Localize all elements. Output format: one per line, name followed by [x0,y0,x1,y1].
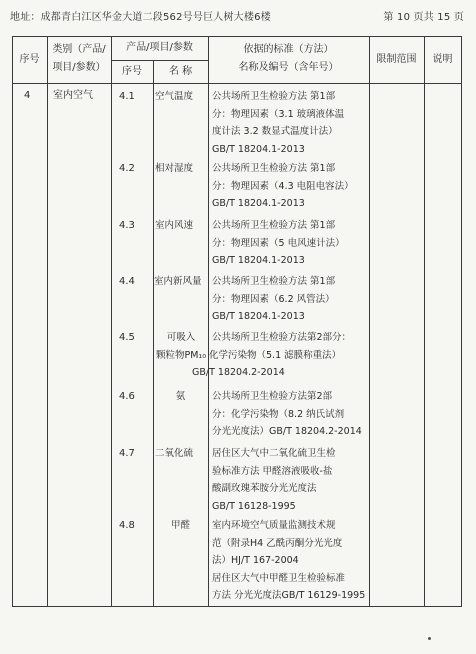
row-no: 4.5 [119,332,135,343]
address-line: 地址：成都青白江区华金大道二段562号号巨人树大楼6楼 [10,12,271,23]
row-no: 4.1 [119,91,135,102]
standards-table [12,36,462,607]
header-name: 名 称 [168,66,193,77]
row-name: 相对湿度 [155,163,194,174]
row-name: 二氧化硫 [155,448,194,459]
header-split-line [111,60,208,61]
row-standard: 公共场所卫生检验方法 第1部 分：物理因素（6.2 风管法） GB/T 18204.1-2013 [212,276,336,322]
col-line-2 [111,36,112,607]
table-border-left [12,36,13,607]
table-border-bottom [12,606,462,607]
row-standard: 室内环境空气质量监测技术规 范（附录H4 乙酰丙酮分光光度 法）HJ/T 167-2004 居住区大气中甲醛卫生检验标准 方法 分光光度法GB/T 16129-1995 [212,520,366,601]
row-name: 室内新风量 [154,276,202,287]
row-standard: 公共场所卫生检验方法 第1部 分：物理因素（4.3 电阻电容法） GB/T 18204.1-2013 [212,163,354,209]
header-seq: 序号 [19,54,40,65]
header-note: 说明 [432,54,453,65]
col-line-5 [369,36,370,607]
row-standard: 公共场所卫生检验方法第2部分： 化学污染物（5.1 滤膜称重法） GB/T 18204.2-2014 [192,332,352,378]
row-standard: 公共场所卫生检验方法第2部 分：化学污染物（8.2 纳氏试剂 分光光度法）GB/T 18204.2-2014 [212,391,362,437]
header-limit: 限制范围 [376,54,417,65]
row-standard: 公共场所卫生检验方法 第1部 分：物理因素（5 电风速计法） GB/T 18204.1-2013 [212,220,345,266]
group-category: 室内空气 [53,90,93,101]
header-bottom-line [12,83,462,84]
row-no: 4.7 [119,448,135,459]
page-number: 第 10 页共 15 页 [383,12,464,23]
header-seq-no: 序号 [122,66,142,77]
row-no: 4.4 [119,276,135,287]
row-no: 4.3 [119,220,135,231]
col-line-1 [47,36,48,607]
scan-speck [428,637,431,640]
row-name: 甲醛 [170,520,190,531]
row-name: 氨 [175,391,186,402]
row-no: 4.2 [119,163,135,174]
col-line-6 [424,36,425,607]
header-product-item: 产品/项目/参数 [126,42,193,53]
row-standard: 公共场所卫生检验方法 第1部 分：物理因素（3.1 玻璃液体温 度计法 3.2 数显式温度计法） GB/T 18204.1-2013 [212,91,345,155]
header-standard-line1: 依据的标准（方法） [243,44,334,55]
header-standard-line2: 名称及编号（含年号） [238,62,339,73]
header-category-line2: 项目/参数） [52,62,106,73]
row-name: 空气温度 [155,91,194,102]
group-seq: 4 [24,90,31,101]
table-border-right [461,36,462,607]
row-name: 室内风速 [155,220,194,231]
table-border-top [12,36,462,37]
row-name: 可吸入 颗粒物PM₁₀ [155,332,207,361]
header-category-line1: 类别（产品/ [52,44,106,55]
row-no: 4.8 [119,520,135,531]
col-line-4 [208,36,209,607]
row-standard: 居住区大气中二氧化硫卫生检 验标准方法 甲醛溶液吸收-盐 酸副玫瑰苯胺分光光度法 GB/T 16128-1995 [212,448,336,512]
row-no: 4.6 [119,391,135,402]
